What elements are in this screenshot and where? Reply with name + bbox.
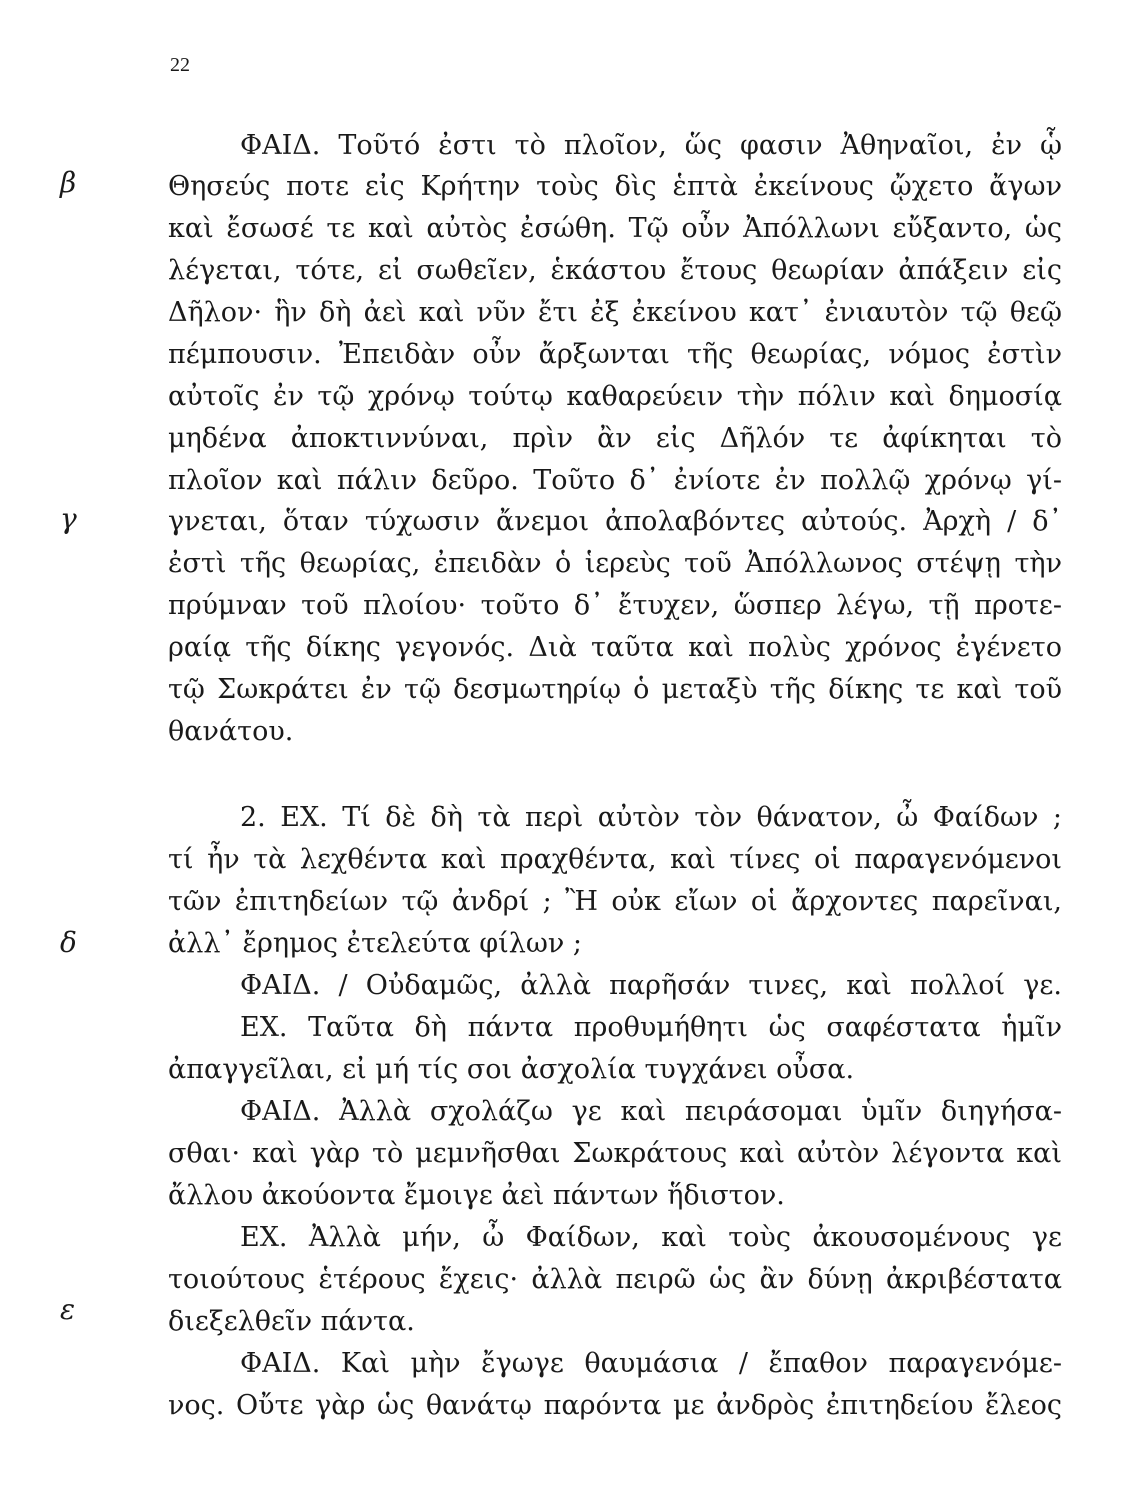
text-line: σθαι· καὶ γὰρ τὸ μεμνῆσθαι Σωκράτους καὶ αὐτὸν λέγοντα καὶ bbox=[168, 1138, 1062, 1169]
text-line: ΦΑΙΔ. Τοῦτό ἐστι τὸ πλοῖον, ὥς φασιν Ἀθηναῖοι, ἐν ᾧ bbox=[240, 130, 1062, 161]
text-line: ἀπαγγεῖλαι, εἰ μή τίς σοι ἀσχολία τυγχάνει οὖσα. bbox=[168, 1054, 855, 1085]
margin-marker-delta: δ bbox=[60, 926, 77, 959]
text-line: ΦΑΙΔ. Καὶ μὴν ἔγωγε θαυμάσια / ἔπαθον παραγενόμε- bbox=[240, 1348, 1062, 1379]
margin-marker-gamma: γ bbox=[60, 502, 77, 535]
text-line: πλοῖον καὶ πάλιν δεῦρο. Τοῦτο δ᾽ ἐνίοτε ἐν πολλῷ χρόνῳ γί- bbox=[168, 465, 1062, 496]
text-line: ΕΧ. Ταῦτα δὴ πάντα προθυμήθητι ὡς σαφέστατα ἡμῖν bbox=[240, 1012, 1062, 1043]
margin-marker-beta: β bbox=[60, 166, 77, 199]
margin-marker-epsilon: ε bbox=[60, 1293, 76, 1326]
text-line: ἀλλ᾽ ἔρημος ἐτελεύτα φίλων ; bbox=[168, 928, 582, 959]
text-line: νος. Οὔτε γὰρ ὡς θανάτῳ παρόντα με ἀνδρὸς ἐπιτηδείου ἔλεος bbox=[168, 1390, 1062, 1421]
text-line: ΕΧ. Ἀλλὰ μήν, ὦ Φαίδων, καὶ τοὺς ἀκουσομένους γε bbox=[240, 1222, 1062, 1253]
text-line: πέμπουσιν. Ἐπειδὰν οὖν ἄρξωνται τῆς θεωρίας, νόμος ἐστὶν bbox=[168, 339, 1062, 370]
text-line: τί ἦν τὰ λεχθέντα καὶ πραχθέντα, καὶ τίνες οἱ παραγενόμενοι bbox=[168, 844, 1062, 875]
text-line: καὶ ἔσωσέ τε καὶ αὐτὸς ἐσώθη. Τῷ οὖν Ἀπόλλωνι εὔξαντο, ὡς bbox=[168, 213, 1062, 244]
text-line: ἄλλου ἀκούοντα ἔμοιγε ἀεὶ πάντων ἥδιστον. bbox=[168, 1180, 785, 1211]
section-heading-line: 2. ΕΧ. Τί δὲ δὴ τὰ περὶ αὐτὸν τὸν θάνατον, ὦ Φαίδων ; bbox=[240, 802, 1062, 833]
text-line: διεξελθεῖν πάντα. bbox=[168, 1306, 415, 1337]
text-line: θανάτου. bbox=[168, 716, 294, 747]
text-line: πρύμναν τοῦ πλοίου· τοῦτο δ᾽ ἔτυχεν, ὥσπερ λέγω, τῇ προτε- bbox=[168, 590, 1062, 621]
text-line: ΦΑΙΔ. Ἀλλὰ σχολάζω γε καὶ πειράσομαι ὑμῖν διηγήσα- bbox=[240, 1096, 1062, 1127]
text-line: γνεται, ὅταν τύχωσιν ἄνεμοι ἀπολαβόντες αὐτούς. Ἀρχὴ / δ᾽ bbox=[168, 506, 1062, 537]
text-line: λέγεται, τότε, εἰ σωθεῖεν, ἑκάστου ἔτους θεωρίαν ἀπάξειν εἰς bbox=[168, 255, 1062, 286]
text-line: αὐτοῖς ἐν τῷ χρόνῳ τούτῳ καθαρεύειν τὴν πόλιν καὶ δημοσίᾳ bbox=[168, 381, 1062, 412]
text-line: ραίᾳ τῆς δίκης γεγονός. Διὰ ταῦτα καὶ πολὺς χρόνος ἐγένετο bbox=[168, 632, 1062, 663]
page-number: 22 bbox=[170, 54, 190, 76]
text-line: τῶν ἐπιτηδείων τῷ ἀνδρί ; Ἢ οὐκ εἴων οἱ ἄρχοντες παρεῖναι, bbox=[168, 886, 1062, 917]
text-line: ἐστὶ τῆς θεωρίας, ἐπειδὰν ὁ ἱερεὺς τοῦ Ἀπόλλωνος στέψῃ τὴν bbox=[168, 548, 1062, 579]
text-line: Θησεύς ποτε εἰς Κρήτην τοὺς δὶς ἑπτὰ ἐκείνους ᾤχετο ἄγων bbox=[168, 171, 1062, 202]
text-line: τῷ Σωκράτει ἐν τῷ δεσμωτηρίῳ ὁ μεταξὺ τῆς δίκης τε καὶ τοῦ bbox=[168, 674, 1062, 705]
text-line: τοιούτους ἑτέρους ἔχεις· ἀλλὰ πειρῶ ὡς ἂν δύνῃ ἀκριβέστατα bbox=[168, 1264, 1062, 1295]
text-line: μηδένα ἀποκτιννύναι, πρὶν ἂν εἰς Δῆλόν τε ἀφίκηται τὸ bbox=[168, 423, 1062, 454]
text-line: Δῆλον· ἣν δὴ ἀεὶ καὶ νῦν ἔτι ἐξ ἐκείνου κατ᾽ ἐνιαυτὸν τῷ θεῷ bbox=[168, 297, 1062, 328]
text-line: ΦΑΙΔ. / Οὐδαμῶς, ἀλλὰ παρῆσάν τινες, καὶ πολλοί γε. bbox=[240, 970, 1062, 1001]
